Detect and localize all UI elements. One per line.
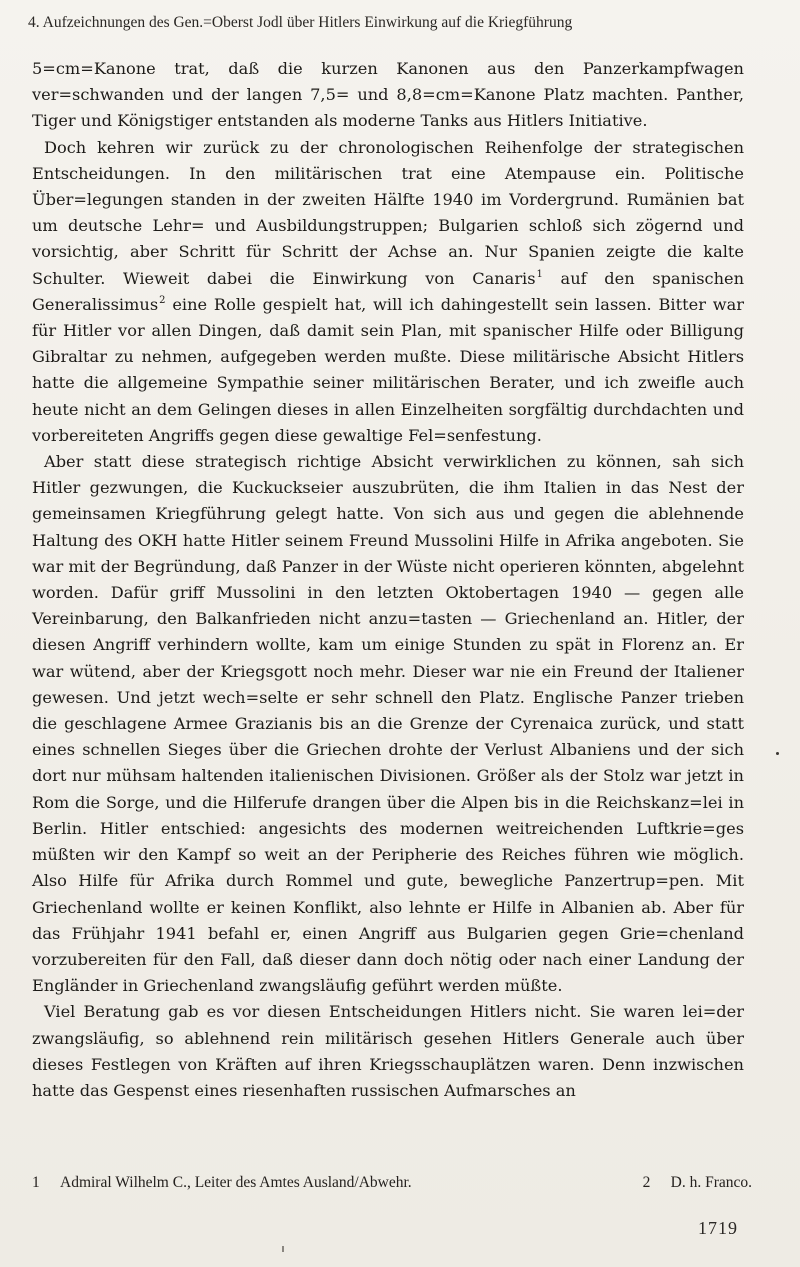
- body-text: [32, 56, 744, 1104]
- paragraph-3: Aber statt diese strategisch richtige Absicht verwirklichen zu können, sah sich Hitler gezwungen, die Kuckuckseier auszubrüten, die ihm Italien in das Nest der gemeinsamen Kriegführung gelegt hatte. Von sich aus und gegen die ablehnende Haltung des OKH hatte Hitler seinem Freund Mussolini Hilfe in Afrika angeboten. Sie war mit der Begründung, daß Panzer in der Wüste nicht operieren könnten, abgelehnt worden. Dafür griff Mussolini in den letzten Oktobertagen 1940 — gegen alle Vereinbarung, den Balkanfrieden nicht anzu=tasten — Griechenland an. Hitler, der diesen Angriff verhindern wollte, kam um einige Stunden zu spät in Florenz an. Er war wütend, aber der Kriegsgott noch mehr. Dieser war nie ein Freund der Italiener gewesen. Und jetzt wech=selte er sehr schnell den Platz. Englische Panzer trieben die geschlagene Armee Grazianis bis an die Grenze der Cyrenaica zurück, und statt eines schnellen Sieges über die Griechen drohte der Verlust Albaniens und der sich dort nur mühsam haltenden italienischen Divisionen. Größer als der Stolz war jetzt in Rom die Sorge, und die Hilferufe drangen über die Alpen bis in die Reichskanz=lei in Berlin. Hitler entschied: angesichts des modernen weitreichenden Luftkrie=ges müßten wir den Kampf so weit an der Peripherie des Reiches führen wie möglich. Also Hilfe für Afrika durch Rommel und gute, bewegliche Panzertrup=pen. Mit Griechenland wollte er keinen Konflikt, also lehnte er Hilfe in Albanien ab. Aber für das Frühjahr 1941 befahl er, einen Angriff aus Bulgarien gegen Grie=chenland vorzubereiten für den Fall, daß dieser dann doch nötig oder nach einer Landung der Engländer in Griechenland zwangsläufig geführt werden müßte.: [32, 452, 744, 996]
- paragraph-1: 5=cm=Kanone trat, daß die kurzen Kanonen aus den Panzerkampfwagen ver=schwanden und der langen 7,5= und 8,8=cm=Kanone Platz machten. Panther, Tiger und Königstiger entstanden als moderne Tanks aus Hitlers Initiative.: [32, 59, 744, 131]
- page-number: 1719: [698, 1218, 738, 1238]
- paragraph-2: [32, 135, 744, 449]
- footnotes: [32, 1172, 752, 1194]
- print-tick-mark: [282, 1246, 284, 1252]
- footnote-2-number: 2: [642, 1174, 651, 1191]
- footnote-ref-2: 2: [159, 295, 166, 307]
- footnote-2: [643, 1172, 752, 1194]
- paragraph-2-part-3: eine Rolle gespielt hat, will ich dahingestellt sein lassen. Bitter war für Hitler vor allen Dingen, daß damit sein Plan, mit spanischer Hilfe oder Billigung Gibraltar zu nehmen, aufgegeben werden mußte. Diese militärische Absicht Hitlers hatte die allgemeine Sympathie seiner militärischen Berater, und ich zweifle auch heute nicht an dem Gelingen dieses in allen Einzelheiten sorgfältig durchdachten und vorbereiteten Angriffs gegen diese gewaltige Fel=senfestung.: [32, 294, 744, 445]
- margin-mark: [776, 752, 779, 755]
- paragraph-2-part-1: Doch kehren wir zurück zu der chronologischen Reihenfolge der strategischen Entscheidungen. In den militärischen trat eine Atempause ein. Politische Über=legungen standen in der zweiten Hälfte 1940 im Vordergrund. Rumänien bat um deutsche Lehr= und Ausbildungstruppen; Bulgarien schloß sich zögernd und vorsichtig, aber Schritt für Schritt der Achse an. Nur Spanien zeigte die kalte Schulter. Wieweit dabei die Einwirkung von Canaris: [32, 137, 744, 288]
- paragraph-2-part-2: auf den spanischen Generalissimus: [32, 268, 744, 314]
- running-head: 4. Aufzeichnungen des Gen.=Oberst Jodl über Hitlers Einwirkung auf die Kriegführung: [28, 14, 573, 31]
- footnote-2-text: D. h. Franco.: [670, 1174, 752, 1191]
- footnote-1-number: 1: [32, 1174, 40, 1191]
- footnote-1-text: Admiral Wilhelm C., Leiter des Amtes Ausland/Abwehr.: [60, 1174, 412, 1191]
- paragraph-4: Viel Beratung gab es vor diesen Entscheidungen Hitlers nicht. Sie waren lei=der zwangsläufig, so ablehnend rein militärisch gesehen Hitlers Generale auch über dieses Festlegen von Kräften auf ihren Kriegsschauplätzen waren. Denn inzwischen hatte das Gespenst eines riesenhaften russischen Aufmarsches an: [32, 1002, 744, 1100]
- footnote-ref-1: 1: [536, 269, 543, 281]
- footnote-1: [32, 1172, 412, 1194]
